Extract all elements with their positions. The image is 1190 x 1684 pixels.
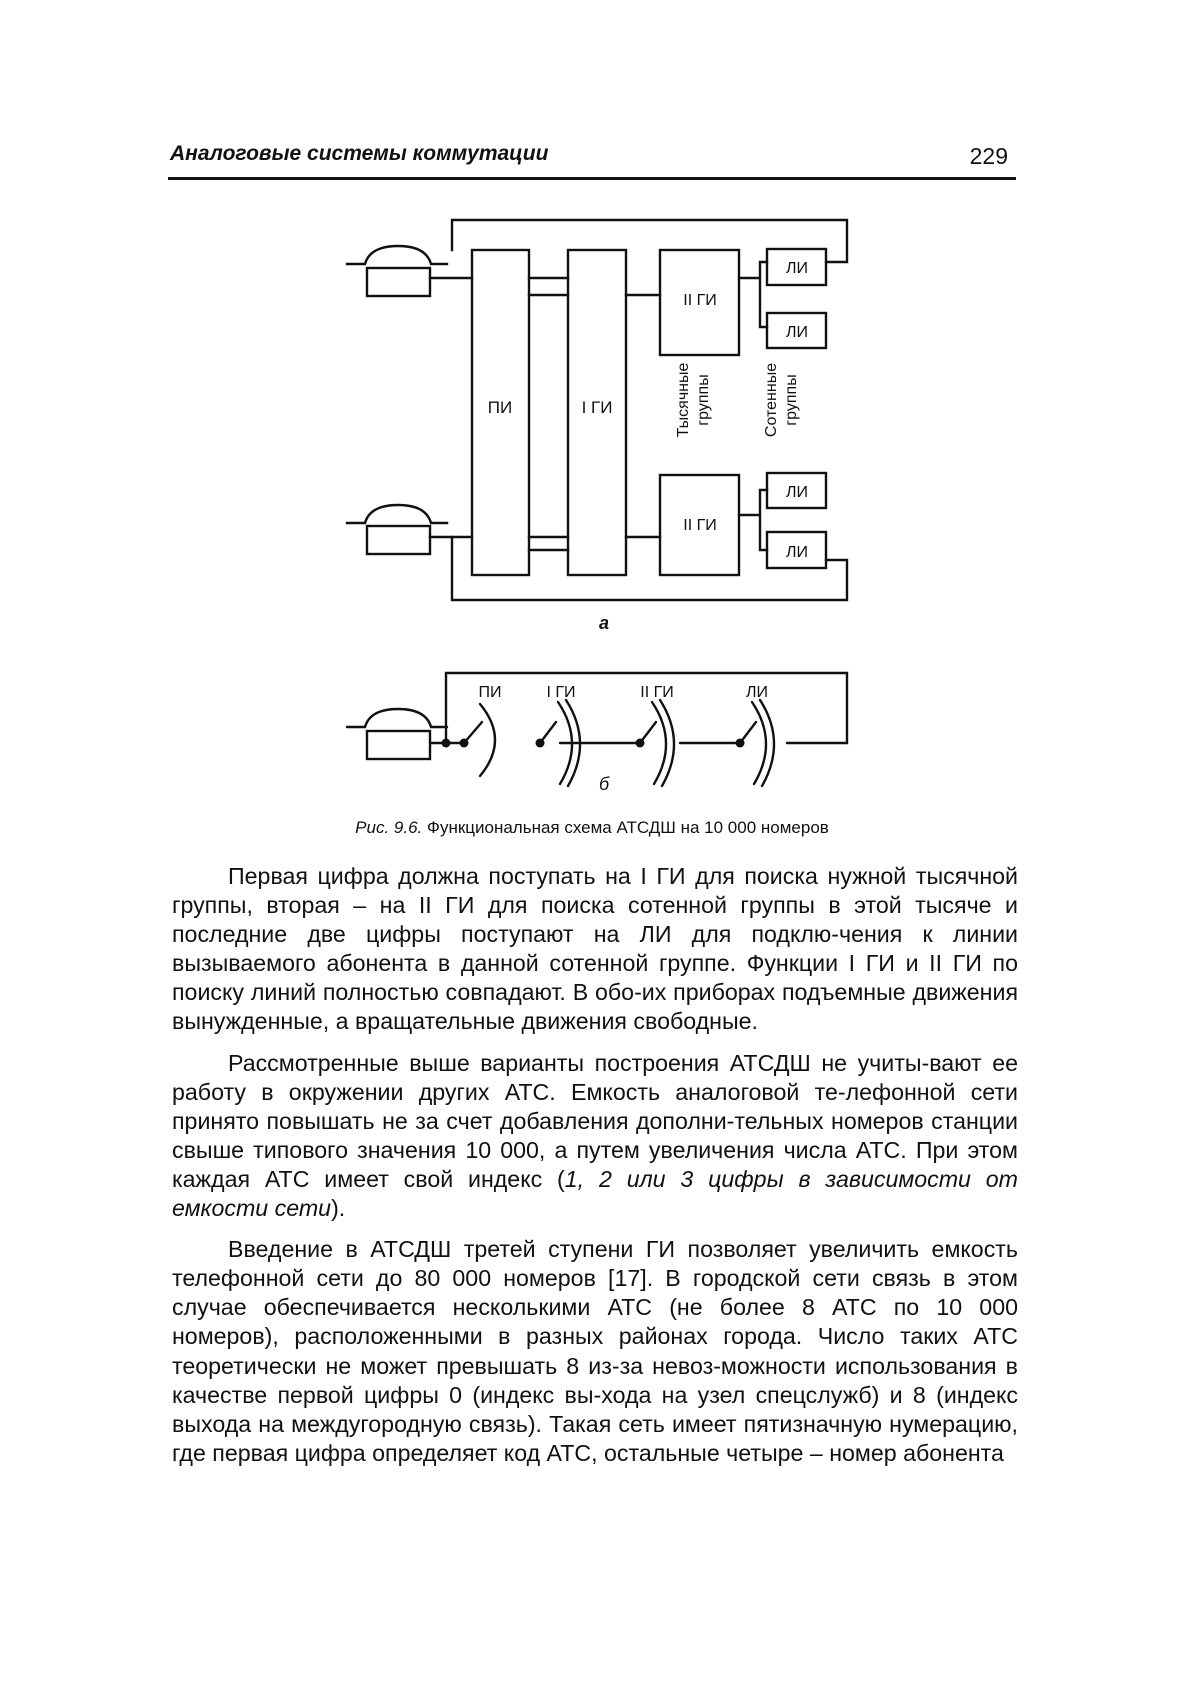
hundred-groups-label — [763, 363, 800, 437]
hundred-groups-line-1: Сотенные — [763, 362, 780, 438]
chain-label-gi2: II ГИ — [640, 684, 674, 701]
label-li-4: ЛИ — [786, 544, 808, 561]
gi2-bottom-li-links — [739, 490, 767, 550]
thousand-groups-line-1: Тысячные — [675, 362, 692, 438]
gi2-arc — [652, 700, 674, 786]
running-header-title: Аналоговые системы коммутации — [170, 142, 549, 165]
telephone-icon — [347, 246, 447, 296]
paragraph-2 — [172, 1049, 1018, 1224]
li-arc — [752, 700, 774, 786]
chain-label-gi1: I ГИ — [546, 684, 576, 701]
label-li-1: ЛИ — [786, 260, 808, 277]
chain-label-pi: ПИ — [478, 684, 502, 701]
part-b-label: б — [598, 774, 610, 794]
label-gi2-bottom: II ГИ — [683, 517, 717, 534]
paragraph-1: Первая цифра должна поступать на I ГИ для поиска нужной тысячной группы, вторая – на II ГИ для поиска сотенной группы в этой тысяче и последние две цифры поступают на ЛИ для подклю-чения к линии вызываемого абонента в данной сотенной группе. Функции I ГИ и II ГИ по поиску линий полностью совпадают. В обо-их приборах подъемные движения вынужденные, а вращательные движения свободные. — [172, 863, 1018, 1035]
figure-caption-label: Рис. 9.6. — [355, 818, 423, 837]
figure-caption — [168, 816, 1016, 840]
figure-caption-text: Функциональная схема АТСДШ на 10 000 номеров — [427, 818, 829, 837]
gi2-top-li-links — [739, 262, 767, 327]
paragraph-3: Введение в АТСДШ третей ступени ГИ позволяет увеличить емкость телефонной сети до 80 000 номеров [17]. В городской сети связь в этом случае обеспечивается несколькими АТС (не более 8 АТС по 10 000 номеров), расположенными в разных районах города. Число таких АТС теоретически не может превышать 8 из-за невоз-можности использования в качестве первой цифры 0 (индекс вы-хода на узел спецслужб) и 8 (индекс выхода на междугородную связь). Такая сеть имеет пятизначную нумерацию, где первая цифра определяет код АТС, остальные четыре – номер абонента — [172, 1236, 1018, 1466]
page-number: 229 — [969, 143, 1008, 169]
pi-gi1-links — [529, 278, 568, 550]
figure-atsdsh-functional-scheme — [0, 0, 1190, 820]
thousand-groups-line-2: группы — [695, 374, 712, 426]
gi1-gi2-links — [626, 295, 660, 537]
body-text — [172, 862, 1018, 1468]
label-li-3: ЛИ — [786, 484, 808, 501]
telephone-icon — [347, 505, 447, 554]
telephone-icon — [347, 709, 447, 759]
paragraph-2-main: Рассмотренные выше варианты построения АТСДШ не учиты-вают ее работу в окружении других АТС. Емкость аналоговой те-лефонной сети принято повышать не за счет добавления дополни-тельных номеров станции свыше типового значения 10 000, а путем увеличения числа АТС. При этом каждая АТС имеет свой индекс ( — [172, 1049, 1018, 1192]
label-li-2: ЛИ — [786, 324, 808, 341]
part-a-label: а — [598, 613, 610, 633]
paragraph-2-italic: 1, 2 или 3 цифры в зависимости от емкости сети — [172, 1165, 1018, 1222]
thousand-groups-label — [675, 363, 712, 438]
label-gi1: I ГИ — [581, 398, 613, 417]
top-loop-line — [452, 220, 847, 262]
label-pi: ПИ — [487, 398, 513, 417]
pi-arc — [480, 704, 495, 776]
hundred-groups-line-2: группы — [783, 374, 800, 426]
paragraph-2-end: ). — [331, 1195, 346, 1222]
label-gi2-top: II ГИ — [683, 292, 717, 309]
chain-label-li: ЛИ — [746, 684, 768, 701]
